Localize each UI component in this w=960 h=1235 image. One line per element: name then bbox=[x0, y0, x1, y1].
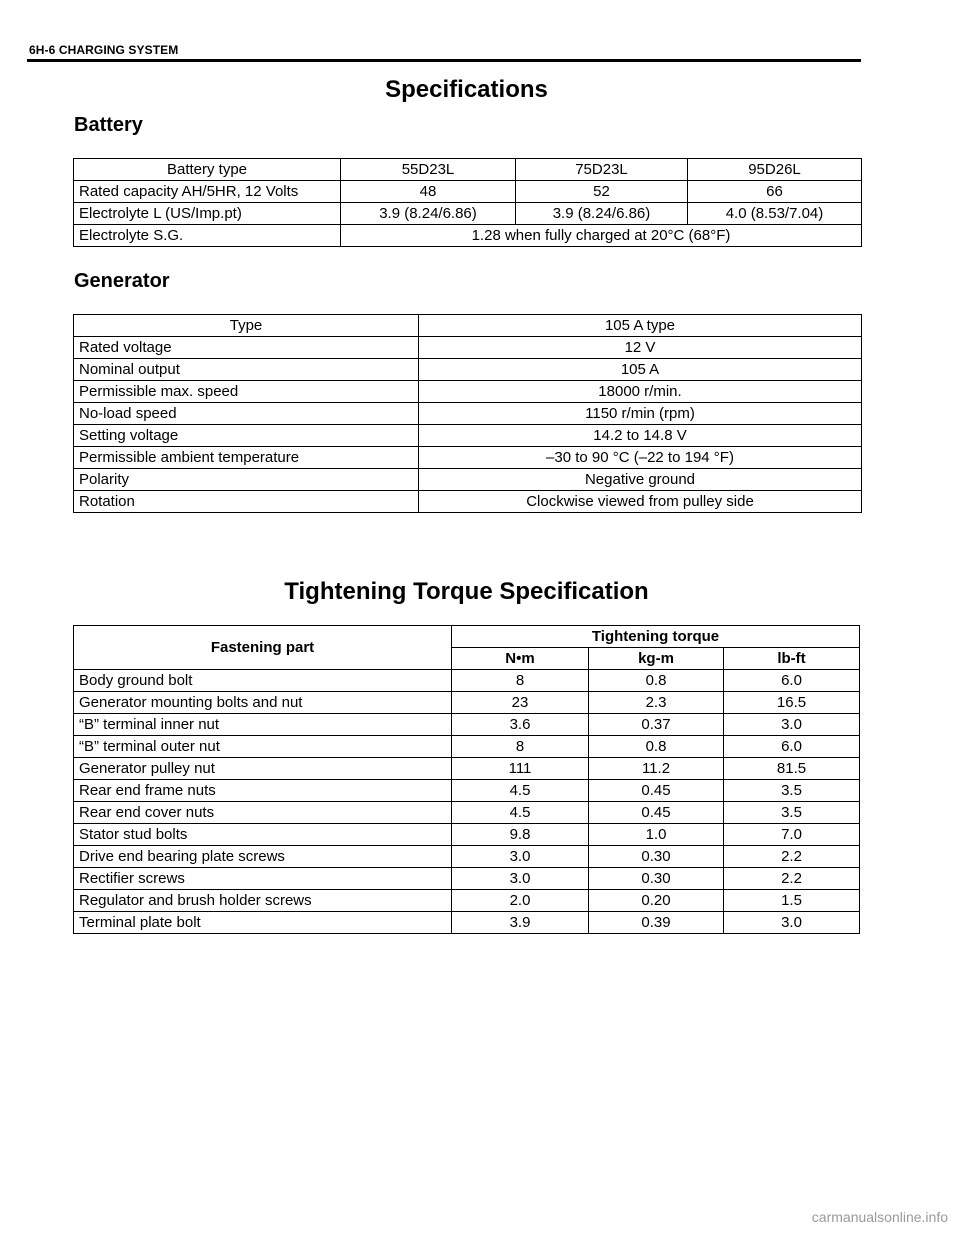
table-cell: 18000 r/min. bbox=[419, 381, 862, 403]
table-row bbox=[74, 381, 862, 403]
row-label: Electrolyte S.G. bbox=[74, 225, 341, 247]
row-label: Terminal plate bolt bbox=[74, 912, 452, 934]
table-cell: 66 bbox=[688, 181, 862, 203]
row-label: No-load speed bbox=[74, 403, 419, 425]
table-cell: 2.2 bbox=[724, 868, 860, 890]
row-label: Stator stud bolts bbox=[74, 824, 452, 846]
unit-header: N•m bbox=[452, 648, 589, 670]
row-label: “B” terminal outer nut bbox=[74, 736, 452, 758]
unit-header: kg-m bbox=[589, 648, 724, 670]
table-row bbox=[74, 912, 860, 934]
table-cell: 3.0 bbox=[452, 868, 589, 890]
table-cell: 1150 r/min (rpm) bbox=[419, 403, 862, 425]
table-cell: 111 bbox=[452, 758, 589, 780]
table-row bbox=[74, 203, 862, 225]
table-row bbox=[74, 890, 860, 912]
table-cell: –30 to 90 °C (–22 to 194 °F) bbox=[419, 447, 862, 469]
row-label: Body ground bolt bbox=[74, 670, 452, 692]
table-cell: 6.0 bbox=[724, 736, 860, 758]
table-cell: 0.45 bbox=[589, 780, 724, 802]
table-row bbox=[74, 802, 860, 824]
column-header: Type bbox=[74, 315, 419, 337]
table-cell: 2.3 bbox=[589, 692, 724, 714]
table-row bbox=[74, 491, 862, 513]
row-label: Permissible ambient temperature bbox=[74, 447, 419, 469]
row-label: Setting voltage bbox=[74, 425, 419, 447]
table-row bbox=[74, 670, 860, 692]
header-rule bbox=[27, 59, 861, 62]
table-cell: 12 V bbox=[419, 337, 862, 359]
column-header: 95D26L bbox=[688, 159, 862, 181]
table-cell: 4.5 bbox=[452, 802, 589, 824]
table-cell: 6.0 bbox=[724, 670, 860, 692]
table-cell: 11.2 bbox=[589, 758, 724, 780]
table-cell: 0.45 bbox=[589, 802, 724, 824]
table-cell: 1.0 bbox=[589, 824, 724, 846]
table-row bbox=[74, 425, 862, 447]
table-row bbox=[74, 359, 862, 381]
column-header: 105 A type bbox=[419, 315, 862, 337]
table-cell: 3.9 (8.24/6.86) bbox=[516, 203, 688, 225]
table-cell: 0.30 bbox=[589, 868, 724, 890]
table-row bbox=[74, 824, 860, 846]
table-cell: 0.39 bbox=[589, 912, 724, 934]
battery-spec-table bbox=[73, 158, 862, 247]
torque-spec-table bbox=[73, 625, 860, 934]
row-label: Rear end cover nuts bbox=[74, 802, 452, 824]
column-header: 75D23L bbox=[516, 159, 688, 181]
table-cell: 8 bbox=[452, 670, 589, 692]
table-cell: 3.6 bbox=[452, 714, 589, 736]
table-cell: 2.2 bbox=[724, 846, 860, 868]
torque-section-title: Tightening Torque Specification bbox=[284, 578, 649, 605]
table-cell: 8 bbox=[452, 736, 589, 758]
column-header: Battery type bbox=[74, 159, 341, 181]
table-cell: 3.0 bbox=[452, 846, 589, 868]
page-title: Specifications bbox=[385, 76, 548, 103]
table-cell: 23 bbox=[452, 692, 589, 714]
row-label: “B” terminal inner nut bbox=[74, 714, 452, 736]
column-header: 55D23L bbox=[341, 159, 516, 181]
table-cell: 4.0 (8.53/7.04) bbox=[688, 203, 862, 225]
row-label: Drive end bearing plate screws bbox=[74, 846, 452, 868]
table-row bbox=[74, 758, 860, 780]
table-cell: 14.2 to 14.8 V bbox=[419, 425, 862, 447]
row-label: Polarity bbox=[74, 469, 419, 491]
table-cell: 3.0 bbox=[724, 714, 860, 736]
row-label: Generator pulley nut bbox=[74, 758, 452, 780]
table-cell: 0.37 bbox=[589, 714, 724, 736]
table-header-row bbox=[74, 626, 860, 648]
table-cell: 81.5 bbox=[724, 758, 860, 780]
table-cell: 3.9 (8.24/6.86) bbox=[341, 203, 516, 225]
table-cell: 7.0 bbox=[724, 824, 860, 846]
table-row bbox=[74, 225, 862, 247]
table-row bbox=[74, 403, 862, 425]
table-header-row bbox=[74, 315, 862, 337]
table-cell: 1.5 bbox=[724, 890, 860, 912]
table-cell: 52 bbox=[516, 181, 688, 203]
row-label: Rated capacity AH/5HR, 12 Volts bbox=[74, 181, 341, 203]
table-row bbox=[74, 736, 860, 758]
table-row bbox=[74, 780, 860, 802]
row-label: Permissible max. speed bbox=[74, 381, 419, 403]
column-header: Fastening part bbox=[74, 626, 452, 670]
unit-header: lb-ft bbox=[724, 648, 860, 670]
table-cell: 16.5 bbox=[724, 692, 860, 714]
table-cell: 0.20 bbox=[589, 890, 724, 912]
row-label: Rear end frame nuts bbox=[74, 780, 452, 802]
table-cell: 48 bbox=[341, 181, 516, 203]
table-cell: 0.30 bbox=[589, 846, 724, 868]
table-row bbox=[74, 447, 862, 469]
table-cell: 3.5 bbox=[724, 802, 860, 824]
row-label: Rated voltage bbox=[74, 337, 419, 359]
generator-section-title: Generator bbox=[74, 270, 170, 292]
table-cell: 9.8 bbox=[452, 824, 589, 846]
row-label: Rotation bbox=[74, 491, 419, 513]
table-row bbox=[74, 181, 862, 203]
table-row bbox=[74, 846, 860, 868]
row-label: Regulator and brush holder screws bbox=[74, 890, 452, 912]
row-label: Generator mounting bolts and nut bbox=[74, 692, 452, 714]
generator-spec-table bbox=[73, 314, 862, 513]
row-label: Electrolyte L (US/Imp.pt) bbox=[74, 203, 341, 225]
table-row bbox=[74, 469, 862, 491]
table-cell: 105 A bbox=[419, 359, 862, 381]
table-cell: 4.5 bbox=[452, 780, 589, 802]
table-cell: 3.0 bbox=[724, 912, 860, 934]
table-cell: 3.5 bbox=[724, 780, 860, 802]
table-row bbox=[74, 868, 860, 890]
table-row bbox=[74, 714, 860, 736]
table-header-row bbox=[74, 159, 862, 181]
watermark: carmanualsonline.info bbox=[811, 1209, 948, 1225]
row-label: Rectifier screws bbox=[74, 868, 452, 890]
table-row bbox=[74, 692, 860, 714]
column-header: Tightening torque bbox=[452, 626, 860, 648]
battery-section-title: Battery bbox=[74, 114, 143, 136]
table-cell: 1.28 when fully charged at 20°C (68°F) bbox=[341, 225, 862, 247]
running-header: 6H-6 CHARGING SYSTEM bbox=[29, 43, 179, 57]
table-cell: Negative ground bbox=[419, 469, 862, 491]
table-cell: 0.8 bbox=[589, 670, 724, 692]
table-cell: 0.8 bbox=[589, 736, 724, 758]
table-cell: 3.9 bbox=[452, 912, 589, 934]
table-row bbox=[74, 337, 862, 359]
row-label: Nominal output bbox=[74, 359, 419, 381]
table-cell: 2.0 bbox=[452, 890, 589, 912]
table-cell: Clockwise viewed from pulley side bbox=[419, 491, 862, 513]
